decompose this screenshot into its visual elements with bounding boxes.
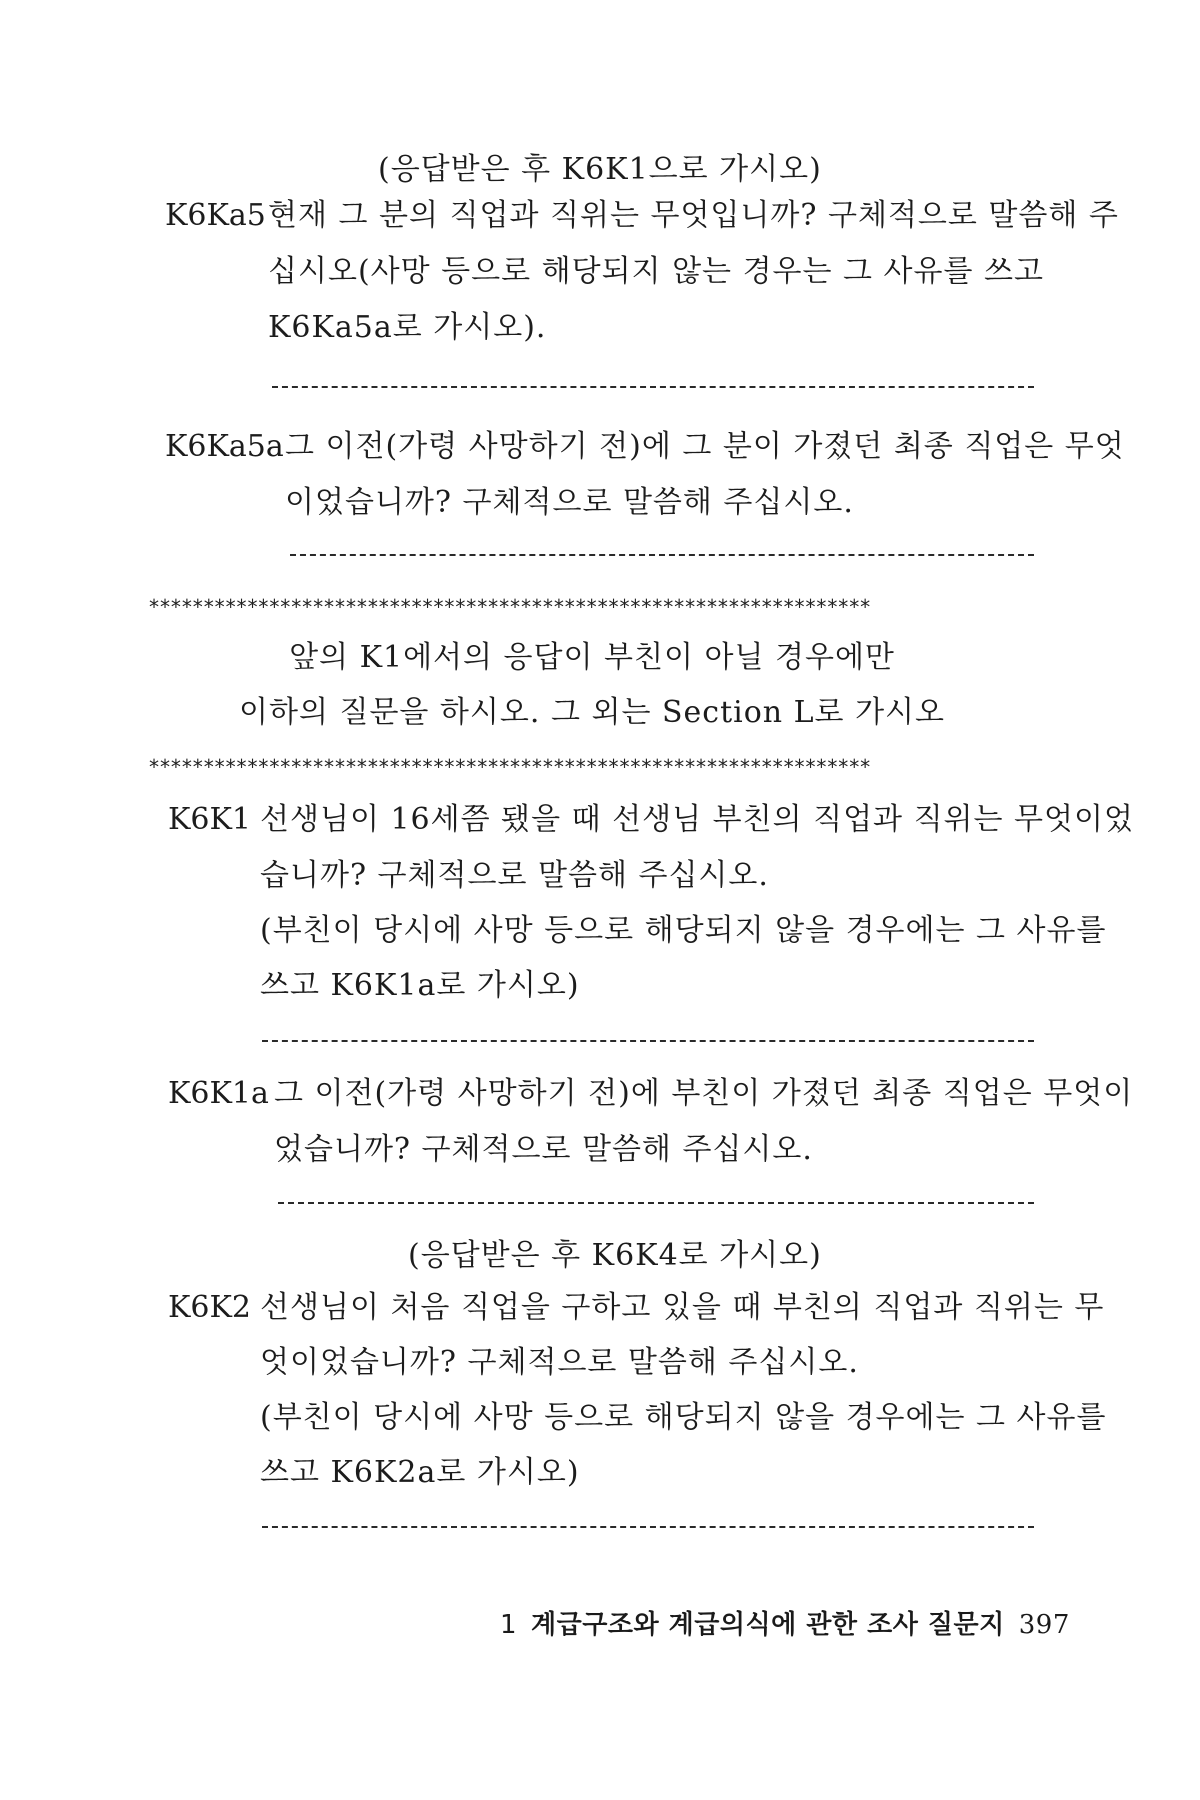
question-code: K6K2 bbox=[168, 1290, 251, 1325]
question-text: 이었습니까? 구체적으로 말씀해 주십시오. bbox=[285, 485, 854, 520]
question-text: 쓰고 K6K1a로 가시오) bbox=[260, 968, 580, 1003]
answer-line bbox=[262, 1040, 1034, 1042]
question-text: 쓰고 K6K2a로 가시오) bbox=[260, 1455, 580, 1490]
answer-line bbox=[278, 1202, 1034, 1204]
question-text: 엇이었습니까? 구체적으로 말씀해 주십시오. bbox=[260, 1345, 859, 1380]
page-footer bbox=[500, 1608, 1070, 1642]
routing-note: (응답받은 후 K6K1으로 가시오) bbox=[378, 152, 822, 187]
question-text: 습니까? 구체적으로 말씀해 주십시오. bbox=[260, 858, 769, 893]
question-code: K6K1 bbox=[168, 802, 251, 837]
question-text: 현재 그 분의 직업과 직위는 무엇입니까? 구체적으로 말씀해 주 bbox=[268, 198, 1119, 233]
page-number: 397 bbox=[1018, 1610, 1070, 1640]
question-text: 선생님이 처음 직업을 구하고 있을 때 부친의 직업과 직위는 무 bbox=[260, 1290, 1105, 1325]
question-text: 그 이전(가령 사망하기 전)에 그 분이 가졌던 최종 직업은 무엇 bbox=[285, 429, 1125, 464]
chapter-title: 계급구조와 계급의식에 관한 조사 질문지 bbox=[531, 1610, 1005, 1640]
answer-line bbox=[272, 386, 1034, 388]
answer-line bbox=[262, 1526, 1034, 1528]
question-text: 었습니까? 구체적으로 말씀해 주십시오. bbox=[274, 1132, 813, 1167]
question-text: 십시오(사망 등으로 해당되지 않는 경우는 그 사유를 쓰고 bbox=[268, 254, 1044, 289]
instruction-line: 앞의 K1에서의 응답이 부친이 아닐 경우에만 bbox=[289, 640, 895, 675]
question-text: 그 이전(가령 사망하기 전)에 부친이 가졌던 최종 직업은 무엇이 bbox=[274, 1076, 1134, 1111]
answer-line bbox=[290, 554, 1034, 556]
separator-stars: ****************************************************************** bbox=[148, 756, 871, 778]
routing-note: (응답받은 후 K6K4로 가시오) bbox=[408, 1238, 822, 1273]
question-code: K6Ka5a bbox=[165, 429, 284, 464]
question-text: 선생님이 16세쯤 됐을 때 선생님 부친의 직업과 직위는 무엇이었 bbox=[260, 802, 1134, 837]
question-text: (부친이 당시에 사망 등으로 해당되지 않을 경우에는 그 사유를 bbox=[260, 913, 1107, 948]
question-text: (부친이 당시에 사망 등으로 해당되지 않을 경우에는 그 사유를 bbox=[260, 1400, 1107, 1435]
instruction-line: 이하의 질문을 하시오. 그 외는 Section L로 가시오 bbox=[238, 695, 946, 730]
question-code: K6Ka5 bbox=[165, 198, 266, 233]
question-text: K6Ka5a로 가시오). bbox=[268, 310, 547, 345]
question-code: K6K1a bbox=[168, 1076, 269, 1111]
separator-stars: ****************************************************************** bbox=[148, 596, 871, 618]
chapter-number: 1 bbox=[500, 1610, 518, 1640]
